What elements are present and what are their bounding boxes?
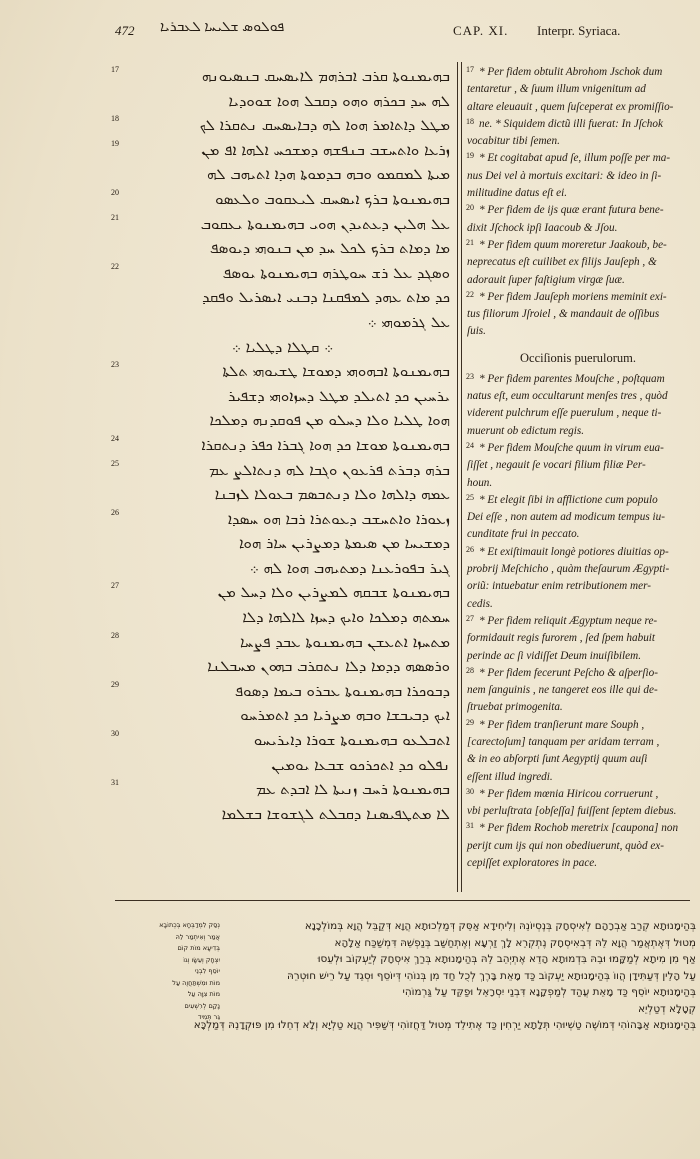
latin-line-text: oriũ: intuebatur enim retributionem mer- — [467, 580, 651, 593]
syriac-line — [111, 728, 450, 753]
syriac-line-text: ܡܛܠ ܕܐܬܐܡܪ ܗܘܐ ܠܗ ܕܒܐܝܣܚܩ ܢܬܩܪܐ ܠܟ — [199, 116, 450, 135]
latin-line-text: vocabitur tibi ſemen. — [467, 135, 560, 148]
syriac-line-text: ܥܠ ܓܪܡܘܗܝ ܀ — [367, 312, 450, 331]
hebrew-line: אַף מִן מִיתָא לְמַקָּמוּ וּבֵהּ בִּדְמוּתָא הָדֵא אֶתְיְהֵב לֵהּ בְּהַימָנוּתָא בְּרַךְ אִיסְחָק לְיַעְקוֹב וּלְעֵסוּ — [317, 953, 696, 965]
chapter-label: CAP. XI. — [453, 23, 509, 38]
syriac-line — [115, 802, 450, 827]
latin-line-text: neprecatus eſt cuilibet ex filijs Jauſeph , & — [467, 256, 657, 269]
latin-line — [467, 838, 689, 855]
verse-number: 18 — [111, 114, 119, 124]
syriac-line — [111, 458, 450, 483]
verse-number: 29 — [466, 717, 474, 727]
verse-number: 21 — [466, 237, 474, 247]
latin-line — [467, 492, 689, 509]
latin-line-text: * Per fidem obtulit Abrohom Jschok dum — [479, 66, 663, 78]
latin-line-text: * Per fidem Mouſche quum in virum eua- — [479, 441, 664, 454]
hebrew-note: אֲמַר וְאִיתְמַר לֵהּ — [175, 932, 220, 941]
latin-line-text: cedis. — [467, 597, 493, 610]
latin-line-text: dixit Jſchock ipſi Iaacoub & Jſou. — [467, 221, 618, 234]
syriac-line — [115, 408, 450, 433]
latin-line-text: adorauit ſuper faſtigium virgæ ſuæ. — [467, 273, 625, 286]
section-label: Interpr. Syriaca. — [537, 23, 621, 38]
syriac-line-text: ܗܘܐ ܛܠܝܐ ܘܠܐ ܕܚܠܘ ܡܢ ܦܘܩܕܢܗ ܕܡܠܟܐ — [209, 411, 450, 430]
verse-number: 29 — [111, 679, 119, 689]
latin-line-text: * Per fidem Rochob meretrix [caupona] non — [479, 822, 679, 835]
syriac-line-text: ܒܪܗ ܕܒܪܬ ܦܪܥܘܢ ܘܓܒܐ ܠܗ ܕܢܬܐܠܨ ܥܡ — [209, 460, 450, 479]
latin-line-text: * Per fidem parentes Mouſche , poſtquam — [479, 372, 665, 385]
latin-line — [467, 699, 689, 716]
syriac-line-text: ܐܬܒܠܥܘ ܒܗܝܡܢܘܬܐ ܫܘܪܐ ܕܐܝܪܝܚܘ — [253, 731, 450, 750]
latin-line-text: * Per fidem tranſierunt mare Souph , — [479, 718, 645, 731]
latin-line-text: nem ſanguinis , ne tangeret eos ille qui de- — [467, 684, 658, 697]
verse-number: 20 — [111, 187, 119, 197]
syriac-line-text: ܡܐ ܕܡܐܬ ܒܪܟ ܠܟܠ ܚܕ ܡܢ ܒܢܘܗܝ ܕܝܘܣܦ — [209, 239, 450, 258]
verse-number: 19 — [111, 138, 119, 148]
latin-line — [467, 405, 689, 422]
verse-number: 31 — [111, 778, 119, 788]
syriac-line-text: ܙܪܥܐ ܘܐܬܚܫܒ ܒܢܦܫܗ ܕܡܫܟܚ ܐܠܗܐ ܐܦ ܡܢ — [201, 140, 450, 159]
latin-line — [467, 289, 689, 306]
syriac-column — [111, 64, 450, 826]
latin-line-text: * Et cogitabat apud ſe, illum poſſe per ma- — [479, 152, 671, 165]
latin-line-text: formidauit regis furorem , ſed ſpem habuit — [467, 632, 656, 645]
latin-line-text: nus Dei vel à mortuis excitari: & ideo in ſi- — [467, 169, 662, 182]
latin-line — [467, 423, 689, 440]
latin-line — [467, 220, 689, 237]
hebrew-note: נְסַק לִמְדַבְּחָא בְּכְתוֹבָא — [159, 921, 220, 929]
latin-line-text: Dei eſſe , non autem ad modicum tempus iu- — [467, 511, 665, 524]
latin-line — [467, 254, 689, 271]
latin-line — [467, 751, 689, 768]
latin-line — [467, 596, 689, 613]
latin-line-text: * Per fidem de ijs quæ erant futura bene- — [479, 204, 664, 217]
verse-number: 31 — [466, 821, 474, 831]
syriac-line-text: ܐܝܟ ܕܒܝܒܫܐ ܘܒܗ ܡܨܪܝܐ ܟܕ ܐܬܡܪܚܘ — [240, 706, 450, 725]
verse-number: 24 — [111, 433, 119, 443]
syriac-line-text: ܙܥܘܪܐ ܘܐܬܚܫܒ ܕܥܘܬܪܐ ܪܒܐ ܗܘ ܚܣܕܐ — [227, 509, 450, 528]
latin-line-text: militudine datus eſt ei. — [467, 187, 568, 200]
syriac-line — [115, 335, 450, 360]
syriac-line-text: ܒܗܝܡܢܘܬܐ ܐܒܗܘܗܝ ܕܡܘܫܐ ܛܫܝܘܗܝ ܬܠܬܐ — [222, 362, 450, 381]
syriac-line-text: ܥܡܗ ܕܐܠܗܐ ܘܠܐ ܕܢܬܒܣܡ ܒܥܘܠܐ ܠܙܒܢܐ — [214, 485, 450, 504]
syriac-line — [111, 261, 450, 286]
latin-line — [467, 237, 689, 254]
latin-line-text: * Et elegit ſibi in afflictione cum populo — [479, 493, 658, 506]
syriac-line-text: ܠܐ ܡܬܛܦܝܣܢܐ ܕܩܒܠܬ ܠܓܫܘܫܐ ܒܫܠܡܐ — [221, 804, 450, 823]
verse-number: 30 — [111, 729, 119, 739]
syriac-line — [111, 113, 450, 138]
verse-number: 22 — [111, 261, 119, 271]
syriac-line — [115, 310, 450, 335]
latin-line-text: ſiſſet , negauit ſe vocari filium filiæ Per- — [467, 459, 646, 472]
hebrew-line: מְטוּל דְּאֶתְאֲמַר הֲוָא לֵהּ דְּבְאִיסְחָק נֶתְקְרֵא לָךְ זַרְעָא וְאֶתְחַשַּׁב בְּנַפְשֵׁהּ דִּמְשַׁכַּח אַלָהָא — [334, 936, 696, 949]
syriac-line — [111, 359, 450, 384]
latin-line — [467, 665, 689, 682]
latin-line — [467, 475, 689, 492]
verse-number: 28 — [466, 665, 474, 675]
latin-line — [467, 613, 689, 630]
hebrew-line: בְּהַימָנוּתָא קְרַב אַבְרָהָם לְאִיסְחָק בְּנֶסְיוֹנֵהּ וְלִיחִידָא אַסֵּק דְּמַלְכוּתָא הֲוָא דְּקַבֵּל הֲוָא בְּמוֹלְכָנָא — [304, 920, 696, 932]
syriac-line — [111, 433, 450, 458]
latin-line — [467, 803, 689, 820]
syriac-line — [115, 753, 450, 778]
latin-line — [467, 786, 689, 803]
syriac-line-text: ܒܗܝܡܢܘܬܐ ܪܚܒ ܙܢܝܬܐ ܠܐ ܐܒܕܬ ܥܡ — [256, 780, 450, 799]
syriac-line-text: ܒܗܝܡܢܘܬܐ ܩܪܒ ܐܒܪܗܡ ܠܐܝܣܚܩ ܒܢܣܝܘܢܗ — [201, 67, 450, 85]
latin-column — [467, 64, 689, 872]
latin-line — [467, 116, 689, 133]
page-number: 472 — [115, 23, 135, 38]
latin-line-text: [carectoſum] tanquam per aridam terram , — [467, 735, 660, 748]
latin-line — [467, 648, 689, 665]
latin-line — [467, 855, 689, 872]
latin-line — [467, 133, 689, 150]
latin-line — [467, 150, 689, 167]
verse-number: 23 — [466, 371, 474, 381]
latin-line-text: houn. — [467, 476, 493, 489]
latin-line-text: * Et exiſtimauit longè potiores diuitias op- — [479, 545, 669, 558]
running-header — [115, 20, 685, 42]
hebrew-note: גֵּר תְּמִיד — [197, 1013, 220, 1021]
latin-line — [467, 717, 689, 734]
verse-number: 26 — [466, 544, 474, 554]
latin-line-text: & in eo abſorpti ſunt Aegyptij quum auſi — [467, 753, 648, 766]
latin-line-text: * Per fidem Jauſeph moriens meminit exi- — [479, 290, 667, 303]
latin-line — [467, 561, 689, 578]
syriac-line — [115, 482, 450, 507]
column-rule — [457, 62, 458, 892]
latin-line — [467, 526, 689, 543]
latin-line — [467, 440, 689, 457]
verse-number: 21 — [111, 212, 119, 222]
latin-line — [467, 323, 689, 340]
latin-line — [467, 168, 689, 185]
verse-number: 22 — [466, 289, 474, 299]
hebrew-line: בְּהַימָנוּתָא אַבָּהוֹהִי דְּמוֹשֶׁה טַשְׁיוּהִי תְּלָתָא יַרְחִין כַּד אֶתִילֵד מְטוּל דַּחֲזוֹהִי דְּשַׁפִּיר הֲוָא טַלְיָא וְלָא דְחֵלוּ מִן פּוּקְדָנֵהּ דְּמַלְכָּא — [193, 1019, 696, 1031]
syriac-line — [111, 212, 450, 237]
latin-line — [467, 371, 689, 388]
latin-line — [467, 272, 689, 289]
syriac-line-text: ܡܬܚܙܐ ܐܬܥܫܢ ܒܗܝܡܢܘܬܐ ܥܒܕ ܦܨܚܐ — [240, 632, 450, 651]
syriac-line-text: ܕܡܫܝܚܐ ܡܢ ܣܝܡܬܐ ܕܡܨܪܝܢ ܚܐܪ ܗܘܐ — [239, 534, 450, 553]
latin-line-text: altare eleuauit , quem ſuſceperat ex promiſſio- — [467, 100, 674, 113]
verse-number: 18 — [466, 116, 474, 126]
latin-line — [467, 185, 689, 202]
latin-line-text: vbi perluſtrata [obſeſſa] fuiſſent ſeptem diebus. — [467, 805, 677, 818]
verse-number: 26 — [111, 507, 119, 517]
syriac-line — [111, 580, 450, 605]
syriac-line-text: ܕܒܘܟܪܐ ܒܗܝܡܢܘܬܐ ܥܒܪܘ ܒܝܡܐ ܕܣܘܦ — [234, 681, 450, 700]
syriac-line — [115, 556, 450, 581]
latin-line-text: natus eſt, eum occultarunt menſes tres , quòd — [467, 390, 668, 403]
syriac-line-text: ܘܪܣܣܗ ܕܕܡܐ ܕܠܐ ܢܬܩܪܒ ܒܗܘܢ ܡܚܒܠܢܐ — [207, 657, 450, 676]
latin-line — [467, 820, 689, 837]
hebrew-note: יוֹסֵף לִבְנֵי — [194, 967, 220, 975]
verse-number: 27 — [466, 613, 474, 623]
syriac-line — [115, 654, 450, 679]
verse-number: 30 — [466, 786, 474, 796]
latin-line — [467, 306, 689, 323]
latin-line — [467, 99, 689, 116]
verse-number: 23 — [111, 360, 119, 370]
verse-number: 17 — [466, 65, 474, 74]
latin-line-text: perinde ac ſi vidiſſet Deum inuiſibilem. — [467, 649, 641, 662]
syriac-line-text: ܝܪܚܝܢ ܟܕ ܐܬܝܠܕ ܡܛܠ ܕܚܙܐܘܗܝ ܕܫܦܝܪ — [228, 386, 450, 405]
latin-line-text: * Per fidem fecerunt Peſcho & aſperſio- — [479, 666, 658, 679]
syriac-line-text: ܒܗܝܡܢܘܬܐ ܫܒܩܗ ܠܡܨܪܝܢ ܘܠܐ ܕܚܠ ܡܢ — [217, 583, 450, 602]
latin-line-text: cepiſſet exploratores in pace. — [467, 857, 598, 870]
hebrew-note: מוֹת וּמִשְׁתַּחֲוֶה עַל — [172, 978, 220, 987]
latin-line — [467, 509, 689, 526]
hebrew-line: קְטָלָא דְטַלְיֵא — [638, 1002, 696, 1015]
hebrew-note: בְּדִיעָא מוֹת קוֹם — [177, 944, 220, 952]
hebrew-line: בְּהַימָנוּתָא יוֹסֵף כַּד מָאֵת עֲהַד לְמַפְקָנָא דִּבְנַי יִסְרָאֵל וּפַקֵּד עַל גַּרְמוֹהִי — [402, 986, 696, 998]
hebrew-note: יִצְחָק וְעֵשָׂו וְגוֹ — [183, 955, 220, 964]
latin-line-text: probrij Meſchicho , quàm theſaurum Ægypti- — [467, 563, 670, 576]
latin-line-text: cunditate frui in peccato. — [467, 528, 580, 541]
syriac-line-text: ܟܕ ܡܐܬ ܥܗܕ ܠܡܦܩܢܐ ܕܒܢܝ ܐܝܣܪܝܠ ܘܦܩܕ — [202, 288, 450, 307]
syriac-line-text: ܘܣܓܕ ܥܠ ܪܫ ܚܘܛܪܗ ܒܗܝܡܢܘܬܐ ܝܘܣܦ — [222, 263, 450, 282]
syriac-line — [115, 703, 450, 728]
hebrew-line: עַל הָלֵין דְּעַתִּידָן הֲווֹ בְּהַימָנוּתָא יַעְקוֹב כַּד מָאֵת בָּרֶךְ לְכֻל חַד מִן בְּנוֹהִי דְּיוֹסֵף וּסְגֵד עַל רֵישׁ חוּטְרֵהּ — [286, 969, 696, 982]
verse-number: 27 — [111, 581, 119, 591]
latin-line-text: ſtruebat primogenita. — [467, 701, 563, 714]
hebrew-note: נָקַם לְרִשְׁעִים — [184, 1001, 220, 1010]
syriac-line — [111, 630, 450, 655]
syriac-line-text: ܒܗܝܡܢܘܬܐ ܡܘܫܐ ܟܕ ܗܘܐ ܓܒܪܐ ܟܦܪ ܕܢܬܩܪܐ — [201, 435, 450, 454]
latin-line-text: ne. * Siquidem dictũ illi fuerat: In Jſchok — [479, 117, 663, 130]
syriac-line — [115, 162, 450, 187]
latin-line-text: perijt cum ijs qui non obediuerunt, quòd ex- — [467, 839, 664, 852]
syriac-line — [111, 187, 450, 212]
syriac-line — [115, 605, 450, 630]
verse-number: 20 — [466, 203, 474, 213]
latin-line — [467, 578, 689, 595]
latin-line-text: ſuis. — [467, 325, 486, 338]
verse-number: 25 — [111, 458, 119, 468]
latin-line-text: tentaretur , & ſuum illum vnigenitum ad — [467, 83, 646, 96]
column-rule-double — [461, 62, 462, 892]
latin-line-text: * Per fidem reliquit Ægyptum neque re- — [479, 614, 658, 627]
syriac-line — [111, 777, 450, 802]
syriac-line — [111, 507, 450, 532]
verse-number: 28 — [111, 630, 119, 640]
syriac-line — [115, 89, 450, 114]
latin-line-text: * Per fidem quum moreretur Jaakoub, be- — [479, 238, 667, 251]
syriac-line-text: ܠܗ ܚܕ ܒܟܪܗ ܘܗܘ ܕܩܒܠ ܗܘܐ ܫܘܘܕܝܐ — [228, 91, 450, 110]
verse-number: 24 — [466, 440, 474, 450]
hebrew-marginal-notes — [140, 920, 220, 1024]
latin-line-text: muerunt ob edictum regis. — [467, 424, 585, 437]
latin-line — [467, 769, 689, 786]
syriac-line-text: ܚܡܬܗ ܕܡܠܟܐ ܘܐܝܟ ܕܚܙܐ ܠܐܠܗܐ ܕܠܐ — [242, 608, 450, 627]
verse-number: 25 — [466, 492, 474, 502]
syriac-line — [115, 236, 450, 261]
latin-line-text: * Per fidem mœnia Hiricou corruerunt , — [479, 787, 659, 800]
syriac-line-text: ܥܠ ܗܠܝܢ ܕܥܬܝܕܢ ܗܘܝ ܒܗܝܡܢܘܬܐ ܝܥܩܘܒ — [200, 214, 450, 233]
verse-number: 19 — [466, 151, 474, 161]
hebrew-note: מוֹת צִוָּה עַל — [187, 990, 220, 998]
latin-line — [467, 81, 689, 98]
syriac-running-title: ܦܘܠܘܣ ܫܠܝܚܐ ܠܥܒܪܝܐ — [160, 20, 285, 35]
latin-line — [467, 457, 689, 474]
syriac-line-text: ܀ ܩܛܠܐ ܕܛܠܝܐ ܀ — [231, 337, 334, 356]
verse-number: 17 — [111, 65, 119, 74]
latin-line-text: eſſent illud ingredi. — [467, 770, 553, 783]
syriac-line-text: ܡܝܬܐ ܠܡܩܡܘ ܘܒܗ ܒܕܡܘܬܐ ܗܕܐ ܐܬܝܗܒ ܠܗ — [206, 165, 450, 184]
latin-line — [467, 682, 689, 699]
latin-line-text: tus filiorum Jſroiel , & mandauit de oſſibus — [467, 308, 660, 321]
syriac-line-text: ܓܝܪ ܒܦܘܪܥܢܐ ܕܡܬܝܗܒ ܗܘܐ ܠܗ ܀ — [249, 558, 450, 577]
latin-line — [467, 544, 689, 561]
syriac-line — [111, 64, 450, 89]
latin-line-text: viderent pulchrum eſſe puerulum , neque ti- — [467, 407, 662, 420]
latin-line — [467, 388, 689, 405]
syriac-line — [111, 679, 450, 704]
latin-line — [467, 734, 689, 751]
latin-line — [467, 64, 689, 81]
syriac-line-text: ܒܗܝܡܢܘܬܐ ܒܪܟ ܐܝܣܚܩ ܠܝܥܩܘܒ ܘܠܥܣܘ — [215, 189, 450, 208]
syriac-line — [115, 531, 450, 556]
latin-section-title: Occiſionis puerulorum. — [520, 350, 636, 365]
syriac-line — [115, 285, 450, 310]
syriac-line — [111, 138, 450, 163]
syriac-line — [115, 384, 450, 409]
latin-line — [467, 630, 689, 647]
latin-line — [467, 202, 689, 219]
footer-rule — [115, 900, 690, 901]
syriac-line-text: ܢܦܠܘ ܟܕ ܐܬܟܪܟܘ ܫܒܥܐ ܝܘܡܝܢ — [271, 755, 450, 774]
